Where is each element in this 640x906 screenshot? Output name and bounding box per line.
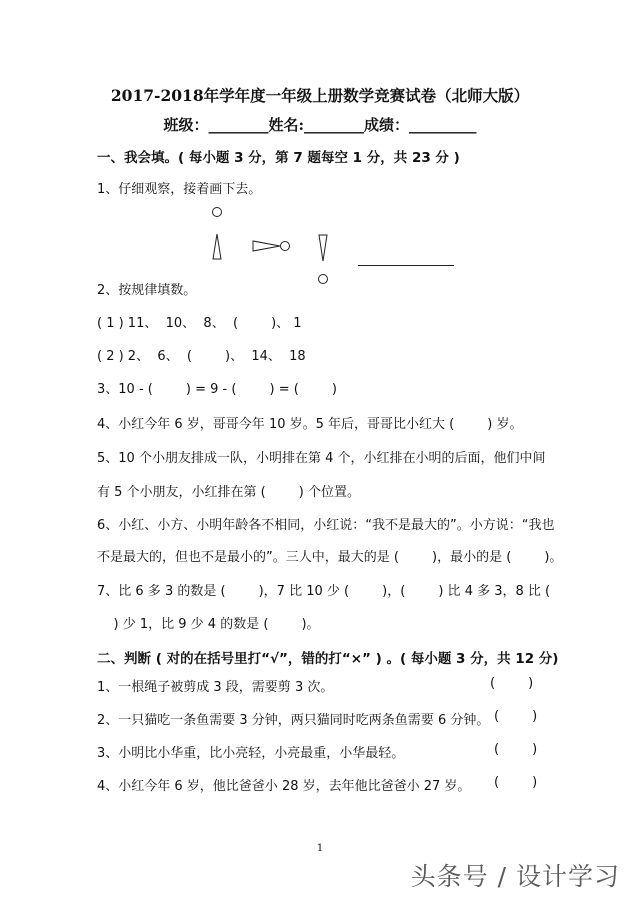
question-1-6-cont: 不是最大的，但也不是最小的”。三人中，最大的是 ( )，最小的是 ( )。 [97,550,563,565]
watermark: 头条号 / 设计学习 [410,862,620,891]
question-1-3: 3、10 - ( ) = 9 - ( ) = ( ) [97,382,337,397]
question-1-5-cont: 有 5 个小朋友，小红排在第 ( ) 个位置。 [97,485,361,500]
page-title: 2017-2018年学年度一年级上册数学竞赛试卷（北师大版） [110,86,530,105]
circle-shape-right [281,242,290,251]
student-info-line: 班级：________姓名:________成绩：_________ [163,116,477,134]
answer-paren-2-4[interactable]: ( ) [494,775,538,790]
section-2-heading: 二、判断 ( 对的在括号里打“√”，错的打“×” ) 。( 每小题 3 分，共 12 分) [97,651,559,667]
question-1-6: 6、小红、小方、小明年龄各不相同，小红说：“我不是最大的”。小方说：“我也 [97,518,555,533]
answer-paren-2-2[interactable]: ( ) [494,709,538,724]
question-2-4: 4、小红今年 6 岁，他比爸爸小 28 岁，去年他比爸爸小 27 岁。 [97,779,471,794]
question-1-2-1: ( 1 ) 11、 10、 8、 ( )、 1 [97,316,302,331]
triangle-up-shape [213,234,221,259]
question-2-1: 1、一根绳子被剪成 3 段，需要剪 3 次。 [97,680,334,695]
question-2-3: 3、小明比小华重，比小亮轻，小亮最重，小华最轻。 [97,746,405,761]
question-1-2: 2、按规律填数。 [97,283,197,298]
question-1-1: 1、仔细观察，接着画下去。 [97,182,262,197]
circle-shape [213,208,222,217]
question-1-4: 4、小红今年 6 岁，哥哥今年 10 岁。5 年后，哥哥比小红大 ( ) 岁。 [97,417,523,432]
answer-paren-2-1[interactable]: ( ) [490,676,534,691]
circle-shape-below [319,275,328,284]
page-number: 1 [316,843,324,854]
section-1-heading: 一、我会填。( 每小题 3 分，第 7 题每空 1 分，共 23 分 ) [97,150,460,166]
question-1-5: 5、10 个小朋友排成一队，小明排在第 4 个，小红排在小明的后面，他们中间 [97,451,546,466]
question-1-2-2: ( 2 ) 2、 6、 ( )、 14、 18 [97,349,306,364]
answer-line[interactable] [358,265,454,266]
question-1-7: 7、比 6 多 3 的数是 ( )，7 比 10 少 ( )，( ) 比 4 多 3，8 比 ( [97,584,551,599]
triangle-down-shape [319,235,327,261]
question-1-7-cont: ) 少 1，比 9 少 4 的数是 ( )。 [97,617,320,632]
question-2-2: 2、一只猫吃一条鱼需要 3 分钟，两只猫同时吃两条鱼需要 6 分钟。 [97,713,490,728]
triangle-right-shape [253,241,280,251]
answer-paren-2-3[interactable]: ( ) [494,742,538,757]
